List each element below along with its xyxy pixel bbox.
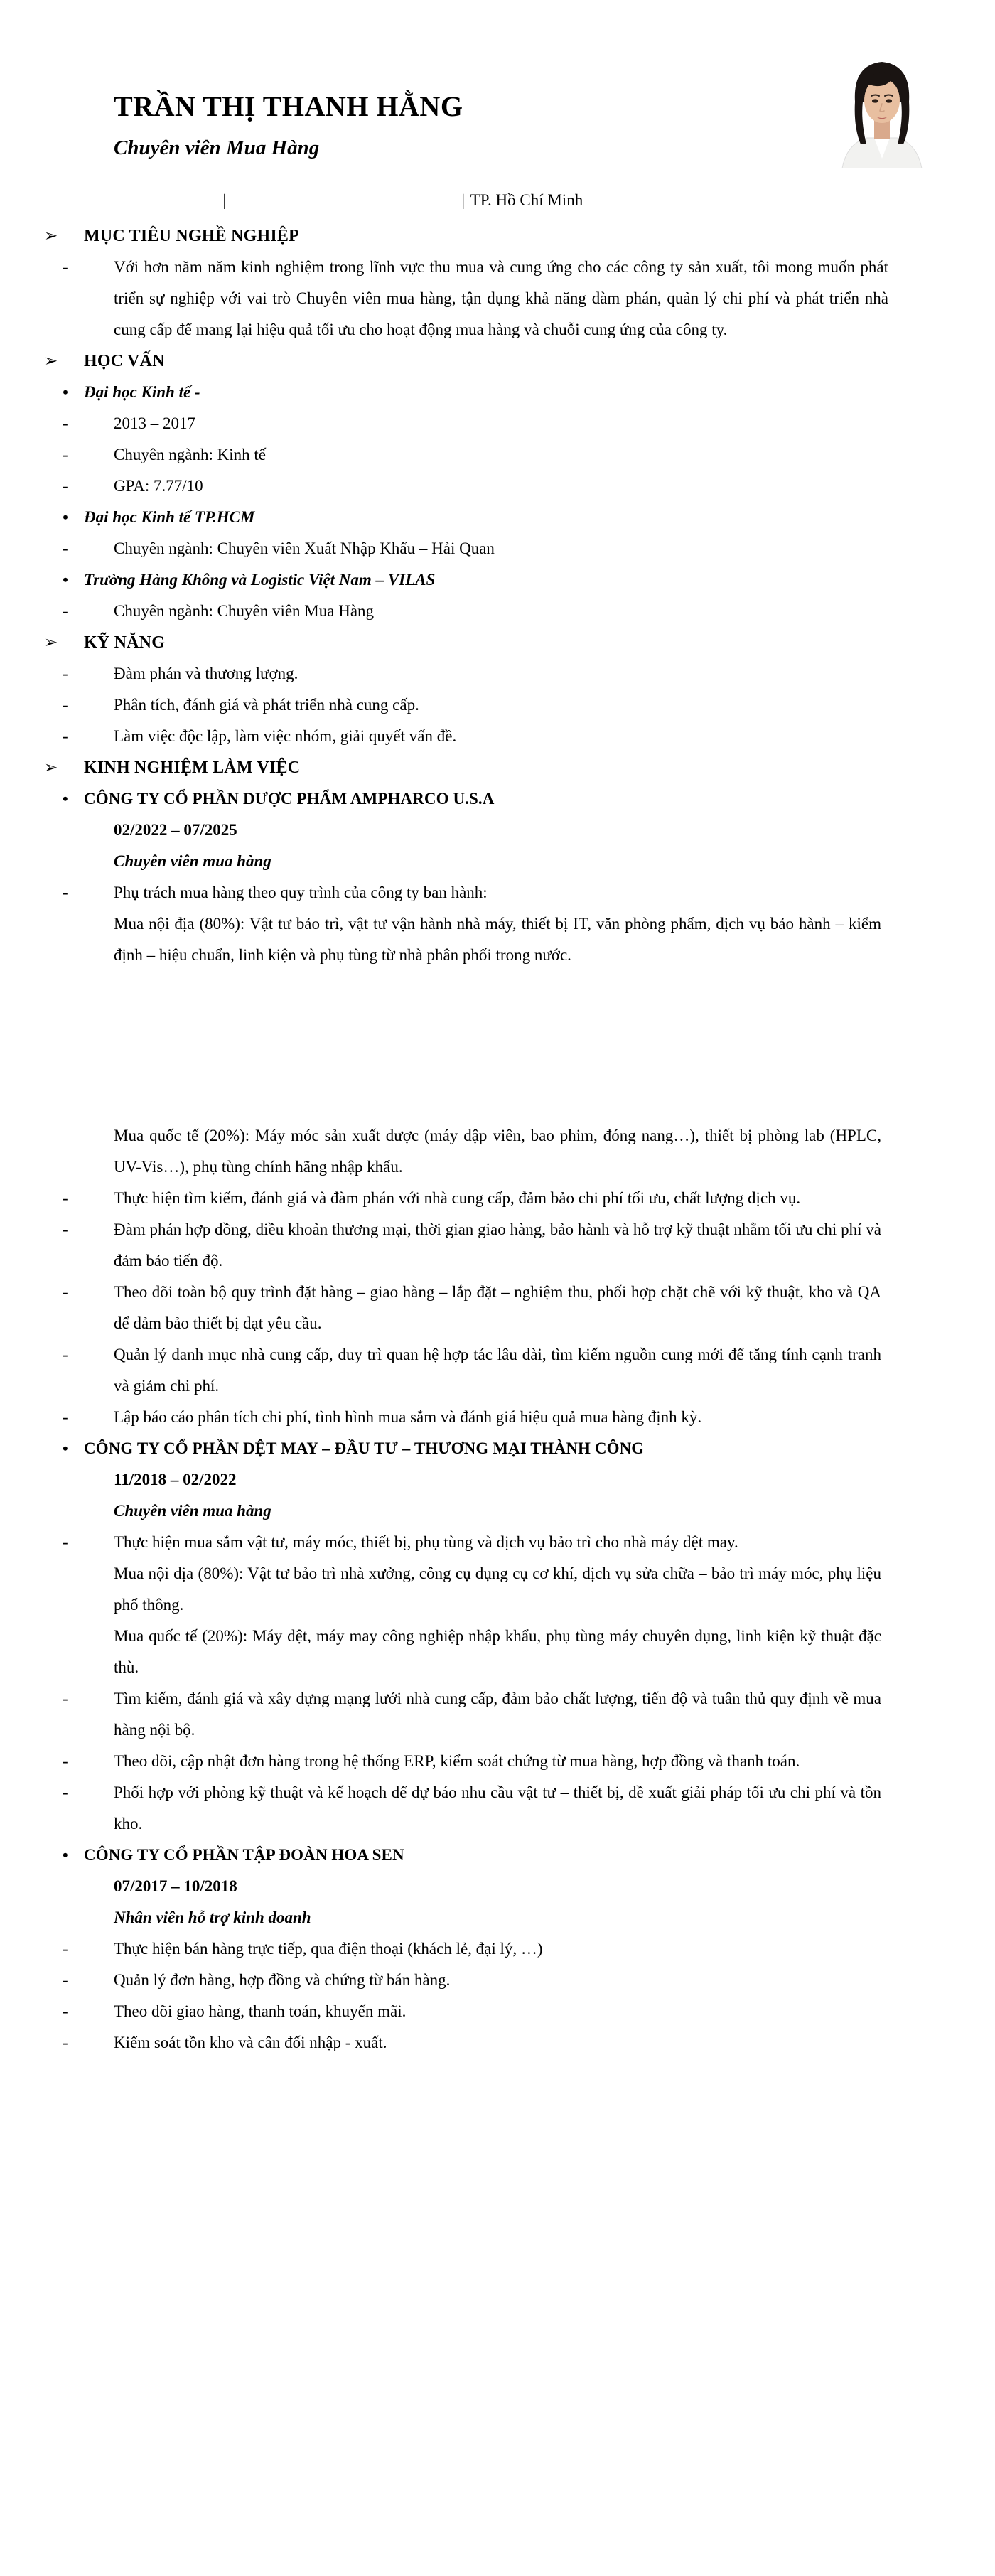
job-bullet [0,1277,995,1339]
page-title: TRẦN THỊ THANH HẰNG [114,90,463,122]
education-detail [0,471,995,502]
job-bullet-text: Quản lý danh mục nhà cung cấp, duy trì quan hệ hợp tác lâu dài, tìm kiếm nguồn cung mới để tăng tính cạnh tranh và giảm chi phí. [114,1346,881,1395]
dash-marker: - [63,2002,68,2020]
job-role: Nhân viên hỗ trợ kinh doanh [114,1909,311,1926]
education-detail-text: Chuyên ngành: Chuyên viên Xuất Nhập Khẩu – Hải Quan [114,540,495,557]
job-bullet-text: Theo dõi toàn bộ quy trình đặt hàng – giao hàng – lắp đặt – nghiệm thu, phối hợp chặt chẽ với kỹ thuật, kho và QA để đảm bảo thiết bị đạt yêu cầu. [114,1283,881,1332]
job-bullet-text: Thực hiện mua sắm vật tư, máy móc, thiết bị, phụ tùng và dịch vụ bảo trì cho nhà máy dệt may. [114,1533,738,1551]
job-period: 11/2018 – 02/2022 [114,1471,237,1488]
dash-marker: - [63,2034,68,2051]
section-heading-experience-label: KINH NGHIỆM LÀM VIỆC [84,758,301,777]
cv-body [0,220,995,2186]
job-bullet-continuation [0,908,995,971]
section-heading-skills-label: KỸ NĂNG [84,633,166,652]
job-company-name: CÔNG TY CỔ PHẦN DƯỢC PHẨM AMPHARCO U.S.A [84,790,495,807]
job-company-name: CÔNG TY CỔ PHẦN DỆT MAY – ĐẦU TƯ – THƯƠNG MẠI THÀNH CÔNG [84,1439,645,1457]
education-detail-text: Chuyên ngành: Chuyên viên Mua Hàng [114,602,375,620]
education-school [0,564,995,596]
section-heading-objective-label: MỤC TIÊU NGHỀ NGHIỆP [84,227,299,245]
job-bullet-continuation-text: Mua nội địa (80%): Vật tư bảo trì, vật tư vận hành nhà máy, thiết bị IT, văn phòng phẩm, dịch vụ bảo hành – kiểm định – hiệu chuẩn, linh kiện và phụ tùng từ nhà phân phối trong nước. [114,915,881,964]
contact-location: TP. Hồ Chí Minh [470,191,583,209]
arrow-bullet-icon: ➢ [44,352,58,370]
skill-text: Làm việc độc lập, làm việc nhóm, giải quyết vấn đề. [114,727,457,745]
education-detail [0,408,995,439]
dash-marker: - [63,1283,68,1301]
page-bottom-gap [0,2059,995,2186]
skill-text: Phân tích, đánh giá và phát triển nhà cung cấp. [114,696,419,714]
dash-marker: - [63,1346,68,1363]
job-bullet-continuation-text: Mua nội địa (80%): Vật tư bảo trì nhà xưởng, công cụ dụng cụ cơ khí, dịch vụ sửa chữa – bảo trì máy móc, phụ liệu phổ thông. [114,1565,881,1614]
job-bullet-text: Phụ trách mua hàng theo quy trình của công ty ban hành: [114,884,488,901]
dash-marker: - [63,1783,68,1801]
contact-separator-2: | [461,191,465,209]
job-bullet [0,1777,995,1840]
job-bullet [0,1402,995,1433]
job-bullet [0,1746,995,1777]
job-bullet [0,1965,995,1996]
job-bullet-text: Quản lý đơn hàng, hợp đồng và chứng từ bán hàng. [114,1971,451,1989]
job-bullet-text: Tìm kiếm, đánh giá và xây dựng mạng lưới nhà cung cấp, đảm bảo chất lượng, tiến độ và tuân thủ quy định về mua hàng nội bộ. [114,1690,881,1739]
job-bullet-text: Theo dõi giao hàng, thanh toán, khuyến mãi. [114,2002,407,2020]
dash-marker: - [63,696,68,714]
education-school [0,502,995,533]
dash-marker: - [63,540,68,557]
job-bullet [0,1183,995,1214]
job-bullet-continuation-text: Mua quốc tế (20%): Máy móc sản xuất dược (máy dập viên, bao phim, đóng nang…), thiết bị phòng lab (HPLC, UV-Vis…), phụ tùng chính hãng nhập khẩu. [114,1127,881,1176]
dash-marker: - [63,446,68,463]
objective-text: Với hơn năm năm kinh nghiệm trong lĩnh vực thu mua và cung ứng cho các công ty sản xuất, tôi mong muốn phát triển sự nghiệp với vai trò Chuyên viên mua hàng, tận dụng khả năng đàm phán, quản lý chi phí và phát triển nhà cung cấp để mang lại hiệu quả tối ưu cho hoạt động mua hàng và chuỗi cung ứng của công ty. [114,258,888,338]
education-detail-text: GPA: 7.77/10 [114,477,203,495]
arrow-bullet-icon: ➢ [44,227,58,245]
job-company [0,1433,995,1464]
dash-marker: - [63,884,68,901]
job-bullet-continuation [0,1558,995,1621]
arrow-bullet-icon: ➢ [44,758,58,776]
job-bullet-text: Lập báo cáo phân tích chi phí, tình hình mua sắm và đánh giá hiệu quả mua hàng định kỳ. [114,1408,702,1426]
job-bullet [0,1933,995,1965]
education-detail-text: Chuyên ngành: Kinh tế [114,446,266,463]
job-bullet [0,877,995,908]
section-heading-experience [0,752,995,783]
job-company [0,1840,995,1871]
skill-item [0,721,995,752]
dash-marker: - [63,1408,68,1426]
round-bullet-icon: • [63,790,68,807]
dash-marker: - [63,1940,68,1958]
job-bullet [0,1683,995,1746]
contact-line [114,188,824,213]
education-school-name: Trường Hàng Không và Logistic Việt Nam – VILAS [84,571,436,589]
job-role: Chuyên viên mua hàng [114,1502,271,1520]
job-bullet [0,1527,995,1558]
job-bullet [0,1214,995,1277]
job-period: 07/2017 – 10/2018 [114,1877,237,1895]
skill-item [0,689,995,721]
education-school-name: Đại học Kinh tế - [84,383,200,401]
section-heading-education-label: HỌC VẤN [84,352,165,370]
cv-header [0,0,995,220]
round-bullet-icon: • [63,508,68,526]
job-bullet [0,2027,995,2059]
job-bullet-text: Phối hợp với phòng kỹ thuật và kế hoạch để dự báo nhu cầu vật tư – thiết bị, đề xuất giải pháp tối ưu chi phí và tồn kho. [114,1783,881,1832]
education-detail [0,596,995,627]
dash-marker: - [63,1533,68,1551]
contact-separator-1: | [222,191,227,209]
dash-marker: - [63,477,68,495]
dash-marker: - [63,1690,68,1707]
dash-marker: - [63,1752,68,1770]
education-detail-text: 2013 – 2017 [114,414,195,432]
round-bullet-icon: • [63,383,68,401]
dash-marker: - [63,602,68,620]
section-heading-skills [0,627,995,658]
job-bullet [0,1996,995,2027]
page-break-gap [0,971,995,1120]
skill-item [0,658,995,689]
objective-paragraph [0,252,995,345]
job-role: Chuyên viên mua hàng [114,852,271,870]
avatar [829,33,935,168]
job-title: Chuyên viên Mua Hàng [114,136,320,159]
dash-marker: - [63,727,68,745]
dash-marker: - [63,1971,68,1989]
job-bullet-text: Đàm phán hợp đồng, điều khoản thương mại, thời gian giao hàng, bảo hành và hỗ trợ kỹ thuật nhằm tối ưu chi phí và đảm bảo tiến độ. [114,1220,881,1270]
job-bullet-text: Thực hiện tìm kiếm, đánh giá và đàm phán với nhà cung cấp, đảm bảo chi phí tối ưu, chất lượng dịch vụ. [114,1189,801,1207]
round-bullet-icon: • [63,571,68,589]
education-detail [0,439,995,471]
dash-marker: - [63,1189,68,1207]
dash-marker: - [63,1220,68,1238]
job-bullet-text: Kiểm soát tồn kho và cân đối nhập - xuất. [114,2034,387,2051]
skill-text: Đàm phán và thương lượng. [114,665,298,682]
dash-marker: - [63,414,68,432]
job-company-name: CÔNG TY CỔ PHẦN TẬP ĐOÀN HOA SEN [84,1846,404,1864]
education-school-name: Đại học Kinh tế TP.HCM [84,508,255,526]
job-bullet-continuation [0,1120,995,1183]
round-bullet-icon: • [63,1439,68,1457]
job-bullet-text: Theo dõi, cập nhật đơn hàng trong hệ thống ERP, kiểm soát chứng từ mua hàng, hợp đồng và thanh toán. [114,1752,800,1770]
section-heading-objective [0,220,995,252]
job-bullet-text: Thực hiện bán hàng trực tiếp, qua điện thoại (khách lẻ, đại lý, …) [114,1940,543,1958]
education-detail [0,533,995,564]
job-period: 02/2022 – 07/2025 [114,821,237,839]
education-school [0,377,995,408]
job-bullet-continuation [0,1621,995,1683]
job-bullet-continuation-text: Mua quốc tế (20%): Máy dệt, máy may công nghiệp nhập khẩu, phụ tùng máy chuyên dụng, linh kiện kỹ thuật đặc thù. [114,1627,881,1676]
arrow-bullet-icon: ➢ [44,633,58,651]
section-heading-education [0,345,995,377]
job-company [0,783,995,815]
dash-marker: - [63,258,68,276]
dash-marker: - [63,665,68,682]
job-bullet [0,1339,995,1402]
round-bullet-icon: • [63,1846,68,1864]
profile-photo-illustration [829,33,935,168]
